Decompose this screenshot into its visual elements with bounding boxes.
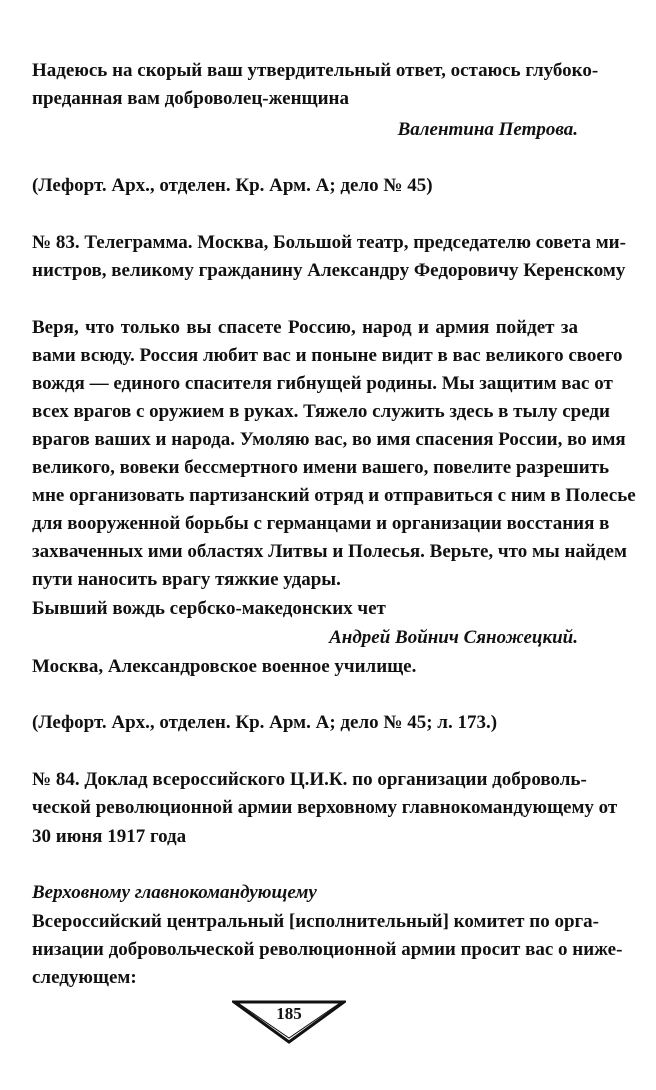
source-citation: (Лефорт. Арх., отделен. Кр. Арм. А; дело № 45; л. 173.) <box>32 712 498 733</box>
text-line: врагов ваших и народа. Умоляю вас, во имя спасения России, во имя <box>32 429 626 450</box>
page-footer <box>232 1000 346 1046</box>
text-line: мне организовать партизанский отряд и отправиться с ним в Полесье <box>32 485 636 506</box>
place-line: Москва, Александровское военное училище. <box>32 656 417 677</box>
page-number: 185 <box>276 1004 302 1023</box>
document-title-line: № 83. Телеграмма. Москва, Большой театр, председателю совета ми- <box>32 232 626 253</box>
signature: Андрей Войнич Сяножецкий. <box>329 627 578 648</box>
text-line: низации добровольческой революционной армии просит вас о ниже- <box>32 939 623 960</box>
text-line: Надеюсь на скорый ваш утвердительный ответ, остаюсь глубоко- <box>32 60 599 81</box>
document-title-line: нистров, великому гражданину Александру Федоровичу Керенскому <box>32 260 626 281</box>
text-line: Всероссийский центральный [исполнительный] комитет по орга- <box>32 911 599 932</box>
text-line: для вооруженной борьбы с германцами и организации восстания в <box>32 513 610 534</box>
text-line: преданная вам доброволец-женщина <box>32 88 349 109</box>
source-citation: (Лефорт. Арх., отделен. Кр. Арм. А; дело № 45) <box>32 175 433 196</box>
address-line: Верховному главнокомандующему <box>32 882 317 903</box>
text-line: Веря, что только вы спасете Россию, народ и армия пойдет за <box>32 317 578 338</box>
document-title-line: № 84. Доклад всероссийского Ц.И.К. по организации доброволь- <box>32 769 587 790</box>
text-line: всех врагов с оружием в руках. Тяжело служить здесь в тылу среди <box>32 401 610 422</box>
signature-role: Бывший вождь сербско-македонских чет <box>32 598 386 619</box>
text-line: следующем: <box>32 967 137 988</box>
text-line: пути наносить врагу тяжкие удары. <box>32 569 341 590</box>
document-title-line: ческой революционной армии верховному главнокомандующему от <box>32 797 618 818</box>
text-line: вождя — единого спасителя гибнущей родины. Мы защитим вас от <box>32 373 613 394</box>
signature: Валентина Петрова. <box>397 119 578 140</box>
text-line: великого, вовеки бессмертного имени вашего, повелите разрешить <box>32 457 610 478</box>
text-line: захваченных ими областях Литвы и Полесья. Верьте, что мы найдем <box>32 541 627 562</box>
document-title-line: 30 июня 1917 года <box>32 826 187 847</box>
text-line: вами всюду. Россия любит вас и поныне видит в вас великого своего <box>32 345 623 366</box>
